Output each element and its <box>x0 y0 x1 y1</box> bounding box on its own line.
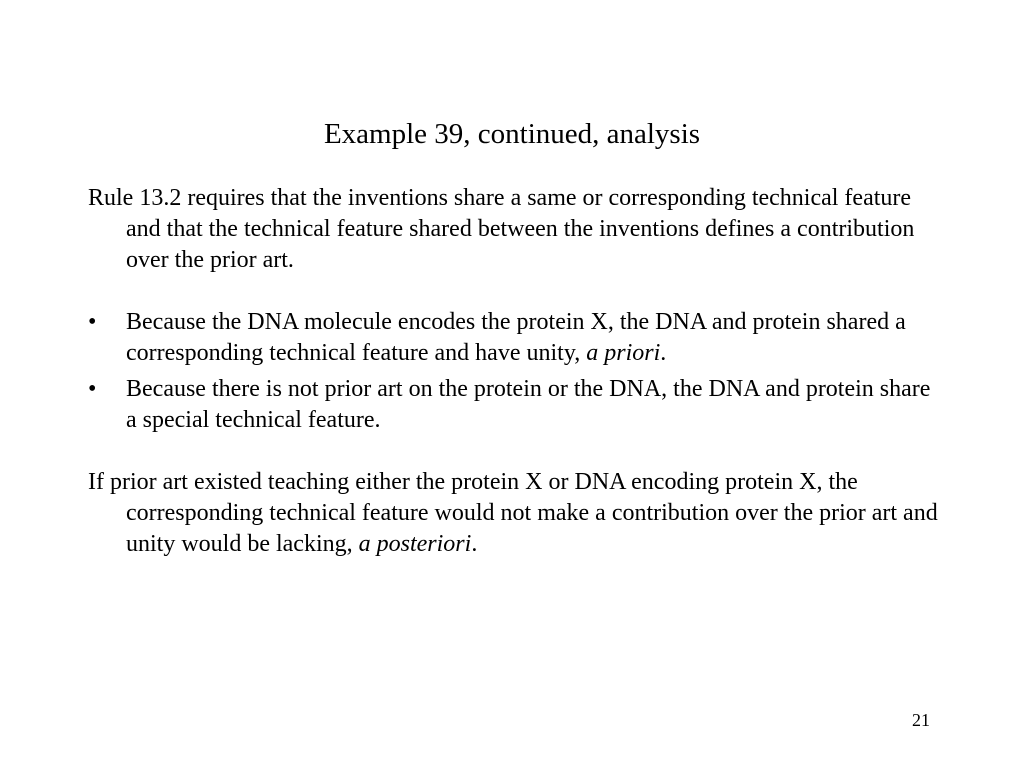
bullet-marker: • <box>88 309 97 335</box>
bullet-text: Because the DNA molecule encodes the protein X, the DNA and protein shared a corresponding technical feature and have unity, <box>126 309 906 366</box>
conclusion-paragraph <box>88 467 938 560</box>
bullet-text: Because there is not prior art on the protein or the DNA, the DNA and protein share a special technical feature. <box>126 376 931 433</box>
slide-title: Example 39, continued, analysis <box>323 118 701 150</box>
bullet-item-special-feature <box>88 374 938 436</box>
page-number: 21 <box>912 710 930 730</box>
rule-paragraph <box>88 183 938 276</box>
conclusion-text: If prior art existed teaching either the protein X or DNA encoding protein X, the corresponding technical feature would not make a contribution over the prior art and unity would be lacking, <box>88 469 938 557</box>
slide-body <box>88 183 938 560</box>
conclusion-end-punctuation: . <box>471 531 478 557</box>
bullet-end-punctuation: . <box>660 340 667 366</box>
bullet-item-unity <box>88 307 938 369</box>
rule-text: Rule 13.2 requires that the inventions share a same or corresponding technical feature and that the technical feature shared between the inventions defines a contribution over the prior art. <box>88 185 915 273</box>
conclusion-italic-text: a posteriori <box>358 531 472 557</box>
bullet-marker: • <box>88 376 97 402</box>
bullet-list <box>88 307 938 436</box>
bullet-italic-text: a priori <box>586 340 661 366</box>
